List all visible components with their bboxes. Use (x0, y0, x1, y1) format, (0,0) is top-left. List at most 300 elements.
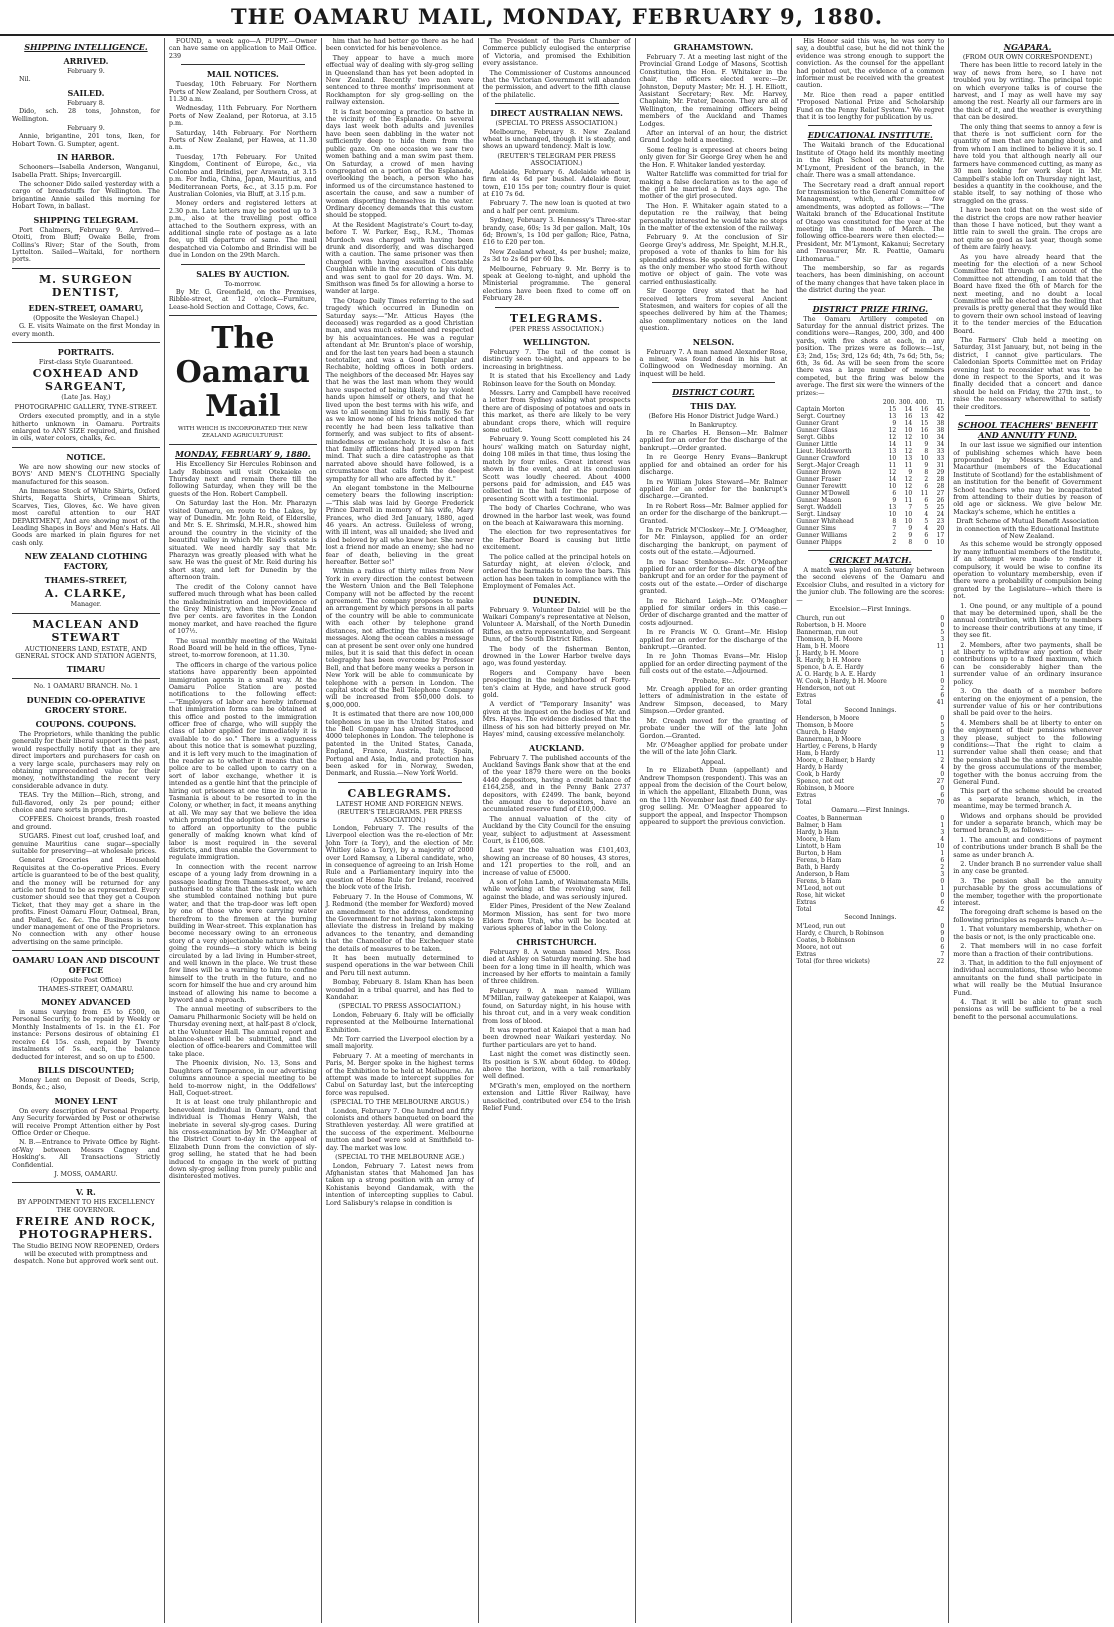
masthead-title: THE OAMARU MAIL, MONDAY, FEBRUARY 9, 1880. (230, 4, 883, 29)
table-row (796, 792, 944, 799)
runs: 1 (940, 885, 945, 893)
batsman: Burton, b Ham (796, 850, 842, 858)
batsman: Moore, not out (796, 943, 842, 951)
score-value: 16 (904, 413, 913, 421)
score-value: 14 (904, 406, 913, 414)
batsman: Hartley, c Ferens, b Hardy (796, 742, 877, 750)
editorial-8: The Phoenix division, No. 13, Sons and Daughters of Temperance, in our advertising columns announce a special meeting to be held to-morrow night, in the Oddfellows' Hall, Coquet-street. (168, 1059, 317, 1097)
shooter-name: Gunner Sims (796, 525, 836, 533)
batsman: Henderson, b Moore (796, 714, 860, 722)
score-value: 10 (936, 539, 945, 547)
score-value: 9 (924, 462, 929, 470)
bankruptcy-heading: In Bankruptcy. (689, 420, 738, 429)
christchurch-1: February 8. A woman named Mrs. Ross died at Ashley on Saturday morning. She had been for a long time in ill health, which was increased by her efforts to maintain a family of three children. (482, 947, 631, 986)
arrived-nil: Nil. (19, 75, 31, 84)
ngapara-4: As you have already heard that the meeting for the election of a new School Committee fell through on account of the Committee not attending, I am told that the Board have fixed the 6th of March for the next meeting, and no doubt a local Committee will be elected as the feeling that prevails is pretty general that they would like to govern their own school instead of leaving it to the tender mercies of the Education Board. (953, 252, 1102, 335)
score-value: 13 (920, 413, 929, 421)
score-value: 4 (924, 525, 929, 533)
batsman: Cook, b Hardy (796, 770, 841, 778)
dunedin-4: A verdict of "Temporary Insanity" was given at the inquest on the bodies of Mr. and Mrs. Hayes. The evidence disclosed that the illness of his son had bitterly preyed on Mr. Hayes' mind, causing excessive melancholy. (482, 700, 631, 739)
grahamstown-6: February 9. At the conclusion of Sir George Grey's address, Mr. Speight, M.H.R., proposed a vote of thanks to him for his splendid address. He spoke of Sir Geo. Grey as the only member who stood forth without motive or object of gain. The vote was carried enthusiastically. (639, 233, 788, 286)
column-1 (8, 38, 165, 1623)
table-row (796, 406, 944, 413)
batsman: Extras (796, 899, 817, 907)
telegram-text: Port Chalmers, February 9. Arrived—Otoiti, from Bluff; Owake Belle, from Collins's River; Star of the South, from Lyttelton. Sailed—Waitaki, for northern ports. (12, 225, 160, 264)
batsman: Coates, b Robinson (796, 936, 856, 944)
table-row (796, 420, 944, 427)
nelson-heading: NELSON. (692, 336, 735, 347)
mail-text-5: Money orders and registered letters at 2.30 p.m. Late letters may be posted up to 3 p.m., also at the travelling post office attached to the Southern express, with an additional single rate of postage as a late fee, up till departure of same. The mail despatched via Colombo and Brindisi will be due in London on the 29th March. (168, 199, 317, 260)
score-value: 12 (904, 483, 913, 491)
table-row (796, 455, 944, 462)
school-9: 1. The amount and conditions of payment of contributions under branch B shall be the same as under branch A. (953, 835, 1102, 859)
batsman: Ferens, b Ham (796, 857, 842, 865)
table-row (796, 622, 944, 629)
score-value: 28 (936, 476, 945, 484)
score-value: 8 (892, 518, 897, 526)
column-5 (636, 38, 793, 1623)
portraits-heading: PORTRAITS. (57, 346, 115, 357)
divider (12, 678, 160, 679)
mail-text-1: Tuesday, 10th February. For Northern Ports of New Zealand, per Southern Cross, at 11.30 a.m. (168, 80, 317, 104)
australian-news-heading: DIRECT AUSTRALIAN NEWS. (490, 108, 623, 119)
australian-4: Sydney, February 3. Hennessy's Three-star brandy, case, 60s; 1s 3d per gallon. Malt, 10s 6d; Brown's, 1s 10d per gallon; Rice, Patna, £16 to £20 per ton. (482, 216, 631, 247)
paper-logo-sub: WITH WHICH IS INCORPORATED THE NEW ZEALAND AGRICULTURIST. (177, 426, 308, 440)
edition-date: MONDAY, FEBRUARY 9, 1880. (175, 449, 311, 460)
editorial-5: The officers in charge of the various police stations have apparently been appointed immigration agents in a small way. At the Oamaru Police Station are posted notifications to the following effect:—"Employers of labor are hereby informed that immigration forms can be obtained at this office and posted to the immigration officer free of charge, who will supply the class of labor applied for immediately it is available to do so." There is a vagueness about this notice that is somewhat puzzling, and it is left very much to the imagination of the reader as to whether it means that the police are to be called upon to carry on a sort of labor exchange, whether it is intended as a gentle hint that the principle of hiring out prisoners at one time in vogue in Tasmania is about to be resorted to in the Colony, or whether, in fact, it means anything at all. We may say that we believe the idea which prompted the adoption of the course is to afford an opportunity to the public generally of making known what kind of labor is most required in the several districts, and thus enable the Government to regulate immigration. (168, 660, 317, 862)
shooter-name: Gunner Fraser (796, 476, 842, 484)
score-value: 11 (904, 497, 913, 505)
divider (12, 1182, 160, 1183)
score-value: 9 (908, 532, 913, 540)
batsman: Bannerman, run out (796, 628, 858, 636)
runs: 4 (940, 763, 945, 771)
divider (181, 264, 305, 265)
score-value: 11 (888, 462, 897, 470)
table-row (796, 829, 944, 836)
australian-5: New Zealand wheat, 4s per bushel; maize, 2s 3d to 2s 6d per 60 lbs. (482, 247, 631, 264)
table-row (796, 843, 944, 850)
table-row (796, 664, 944, 671)
shooter-name: Gunner Phipps (796, 539, 842, 547)
divider (12, 447, 160, 448)
table-row (796, 951, 944, 958)
batsman: Bannerman, b Moore (796, 735, 861, 743)
divider (169, 315, 317, 316)
education-2: The Secretary read a draft annual report for transmission to the General Committee of Management, which, after a few amendments, was adopted as follows:—"The Waitaki branch of the Educational Institute of Otago was constituted for the year at the meeting in the month of March. The following office-bearers were then elected:—President, Mr. M'Lymont, Kakanui; Secretary and Treasurer, Mr. R. Peattie, Oamaru Lithomarua." (796, 180, 945, 263)
school-7: This part of the scheme should be created as a separate branch, which, in the meantime, may be termed branch A. (953, 787, 1102, 811)
score-value: 8 (908, 539, 913, 547)
divider (808, 299, 932, 300)
score-value: 12 (904, 448, 913, 456)
table-row (796, 441, 944, 448)
christchurch-5: M'Grath's men, employed on the northern extension and Little River Railway, have unsolicited, contributed over £54 to the Irish Relief Fund. (482, 1081, 631, 1112)
runs: 6 (940, 663, 945, 671)
wellington-4: February 9. Young Scott completed his 24 hours' walking match on Saturday night, doing 108 miles in that time, thus losing the match by four miles. Great interest was shown in the event, and at its conclusion Scott was loudly cheered. About 4000 persons paid for admission, and £45 was collected in the hall for the purpose of presenting Scott with a testimonial. (482, 435, 631, 503)
coxhead-sub: (Late Jas. Hay,) (61, 393, 111, 402)
runs: 0 (940, 656, 945, 664)
found-notice: FOUND, a week ago—A PUPPY.—Owner can have same on application to Mail Office. 239 (168, 38, 317, 60)
runs: 27 (936, 777, 945, 785)
school-1: In our last issue we signified our intention of publishing schemes which have been propounded by Messrs. Mackay and Macarthur (members of the Educational Institute of Scotland) for the establishment of an institution for the benefit of Government School teachers who may be incapacitated from attending to their duties by reason of old age or sickness. We give below Mr. Mackay's scheme, which he entitles a (953, 441, 1102, 516)
wellington-5: The body of Charles Cochrane, who was drowned in the harbor last week, was found on the beach at Kaiwarawara this morning. (482, 504, 631, 527)
coop-heading: DUNEDIN CO-OPERATIVE GROCERY STORE. (26, 694, 146, 715)
runs: 0 (940, 714, 945, 722)
table-row (796, 539, 944, 546)
table-row (796, 636, 944, 643)
batsman: Thomson, b Moore (796, 721, 854, 729)
total-label: Total (796, 906, 812, 914)
batsman: Robinson, b Moore (796, 784, 855, 792)
batsman: R. Hardy, b H. Moore (796, 656, 862, 664)
table-row (796, 757, 944, 764)
runs: 0 (940, 892, 945, 900)
oamaru-second-heading: Second Innings. (844, 913, 897, 922)
table-row (796, 778, 944, 785)
table-row (796, 729, 944, 736)
vr-mark: V. R. (76, 1187, 96, 1198)
batsman: Church, run out (796, 614, 845, 622)
runs: 0 (940, 728, 945, 736)
table-row (796, 427, 944, 434)
auckland-2: The annual valuation of the city of Auckland by the City Council for the ensuing year, subject to adjustment at Assessment Court, is £106,608. (482, 814, 631, 845)
runs: 0 (940, 815, 945, 823)
dunedin-heading: DUNEDIN. (532, 594, 581, 605)
table-row (796, 525, 944, 532)
runs: 6 (940, 791, 945, 799)
auction-text: By Mr. G. Greenfield, on the Premises, Ribble-street, at 12 o'clock—Furniture, Lease-hold Section and Cottage, Cows, &c. (168, 287, 317, 311)
runs: 0 (940, 677, 945, 685)
score-header-cell (796, 399, 880, 406)
score-value: 0 (924, 539, 929, 547)
batsman: Robertson, b H. Moore (796, 621, 867, 629)
batsman: Moore, c Balmer, b Hardy (796, 756, 876, 764)
total-runs: 42 (936, 906, 945, 914)
school-draft-title: Draft Scheme of Mutual Benefit Association in connection with the Educational Institute of New Zealand. (956, 517, 1100, 540)
dunedin-2: The body of the fisherman Benton, drowned in the Lower Harbor twelve days ago, was found yesterday. (482, 644, 631, 668)
divider (965, 415, 1090, 416)
table-row (796, 643, 944, 650)
grahamstown-4: Walter Ratcliffe was committed for trial for making a false declaration as to the age of the girl he married a few days ago. The mother of the girl prosecuted. (639, 170, 788, 201)
auckland-heading: AUCKLAND. (529, 742, 585, 753)
score-value: 2 (924, 476, 929, 484)
shooter-name: Gunner Grant (796, 420, 839, 428)
score-value: 7 (908, 504, 913, 512)
runs: 3 (940, 735, 945, 743)
score-value: 8 (924, 448, 929, 456)
excelsior-heading: Excelsior.—First Innings. (829, 605, 911, 614)
loan-heading: OAMARU LOAN AND DISCOUNT OFFICE (12, 955, 160, 976)
cricket-heading: CRICKET MATCH. (829, 555, 912, 566)
sailed-text-2: Annie, brigantine, 201 tons, Iken, for Hobart Town. G. Sumpter, agent. (12, 132, 160, 148)
score-value: 17 (936, 532, 945, 540)
educational-institute-heading: EDUCATIONAL INSTITUTE. (807, 130, 933, 141)
score-value: 11 (920, 490, 929, 498)
sailed-text-1: Dido, sch. 28 tons, Johnston, for Wellington. (12, 107, 160, 123)
batsman: M'Leod, not out (796, 885, 845, 893)
arrived-heading: ARRIVED. (63, 56, 109, 66)
article-1: him that he had better go there as he had been convicted for his benevolence. (325, 38, 474, 53)
article-4: At the Resident Magistrate's Court to-day, before T. W. Parker, Esq., R.M., Thomas Murdoch was charged with having been drunk and disorderly, and was discharged with a caution. The same prisoner was then charged with having assaulted Constable Coughlan while in the execution of his duty, and was sent to gaol for 20 days. Wm. M. Smithson was fined 5s for allowing a horse to wander at large. (325, 220, 474, 296)
paper-logo: The Oamaru Mail (175, 321, 310, 425)
batsman: M'Leod, run out (796, 922, 846, 930)
table-row (796, 822, 944, 829)
shooter-name: Gunner Whitehead (796, 518, 854, 526)
total-row (796, 958, 944, 965)
score-value: 5 (924, 504, 929, 512)
table-row (796, 685, 944, 692)
court-2: In re George Henry Evans—Bankrupt applied for and obtained an order for his discharge. (639, 453, 788, 477)
runs: 10 (936, 843, 945, 851)
wellington-2: It is stated that his Excellency and Lady Robinson leave for the South on Monday. (482, 372, 631, 388)
school-11: 3. The pension shall be the annuity purchasable by the gross accumulations of the member, together with the proportionate interest. (953, 876, 1102, 908)
probate-3: Mr. O'Meagher applied for probate under the will of the late John Clark. (639, 740, 788, 757)
score-value: 9 (924, 441, 929, 449)
cable-1: London, February 7. The results of the Liverpool election was the re-election of Mr. John Torr (a Tory), and the election of Mr. Whitley (also a Tory), by a majority of 2000 over Lord Ramsay, a Liberal candidate, who, in consequence of agreeing to an Irish Home Rule and a Parliamentary inquiry into the question of Home Rule for Ireland, received the block vote of the Irish. (325, 824, 474, 892)
runs: 0 (940, 784, 945, 792)
table-row (796, 511, 944, 518)
runs: 9 (940, 742, 945, 750)
christchurch-3: It was reported at Kaiapoi that a man had been drowned near Waikari yesterday. No further particulars are yet to hand. (482, 1025, 631, 1049)
score-value: 38 (936, 420, 945, 428)
shooter-name: Gunner Mason (796, 497, 842, 505)
nelson-text: February 7. A man named Alexander Rose, a miner, was found dead in his hut at Collingwood on Wednesday morning. An inquest will be held. (639, 347, 788, 378)
table-row (796, 764, 944, 771)
table-row (796, 692, 944, 699)
shooter-name: Gunner Little (796, 441, 838, 449)
notice-text: We are now showing our new stocks of BOYS' AND MEN'S CLOTHING Specially manufactured for this season. (12, 462, 160, 486)
batsman: Ham, b H. Moore (796, 642, 850, 650)
table-row (796, 750, 944, 757)
ngapara-2: The only thing that seems to annoy a few is that there is not sufficient corn for the quantity of men that are hanging about, and from whom I am inclined to believe it is so. I have told you that although nearly all our farmers have commenced cutting, as many as 30 men looking for work slept in Mr. Campbell's stable loft on Thursday night last, besides a quantity in the cookhouse, and the stable itself, to say nothing of those who straggled on the grass. (953, 122, 1102, 205)
coxhead-text: PHOTOGRAPHIC GALLERY, TYNE-STREET. (14, 402, 158, 411)
maclean-heading: MACLEAN AND STEWART (32, 617, 140, 644)
christchurch-4: Last night the comet was distinctly seen. Its position is S.W. about 60deg. to 40deg. above the horizon, with a tail remarkably well defined. (482, 1050, 631, 1081)
table-row (796, 736, 944, 743)
score-value: 13 (888, 504, 897, 512)
batsman: Rose, hit wicket (796, 892, 846, 900)
mail-text-2: Wednesday, 11th February. For Northern Ports of New Zealand, per Rotorua, at 3.15 p.m. (168, 104, 317, 128)
table-row (796, 671, 944, 678)
coxhead-paragraph: Orders executed promptly, and in a style hitherto unknown in Oamaru. Portraits enlarged to ANY SIZE required, and finished in oils, water colors, chalks, &c. (12, 412, 160, 443)
runs: 1 (940, 822, 945, 830)
school-15: 3. That, in addition to the full enjoyment of individual accumulations, those who become annuitants on the fund shall participate in what will really be the Mutual Insurance Fund. (953, 958, 1102, 997)
batsman: Hardy, b Ham (796, 829, 839, 837)
score-value: 34 (936, 441, 945, 449)
table-row (796, 504, 944, 511)
score-value: 12 (888, 434, 897, 442)
score-value: 6 (924, 483, 929, 491)
wellington-heading: WELLINGTON. (523, 337, 590, 347)
article-2: They appear to have a much more effectual way of dealing with sly-grog selling in Queensland than has yet been adopted in New Zealand. Recently two men were sentenced to three months' imprisonment at Rockhampton for sly grog-selling on the railway extension. (325, 53, 474, 107)
score-value: 6 (924, 497, 929, 505)
money-advanced-text: in sums varying from £5 to £500, on Personal Security, to be repaid by Weekly or Monthly Instalments of 1s. in the £1. For instance: Persons desirous of obtaining £1 receive £4 15s. cash, repaid by Twenty instalments of 5s. each, the balance deducted for interest, and so on up to £500. (12, 1008, 160, 1061)
cablegrams-source-2: (SPECIAL TO PRESS ASSOCIATION.) (338, 1002, 461, 1011)
score-value: 25 (936, 504, 945, 512)
grahamstown-7: Sir George Grey stated that he had received letters from several Ancient Statesmen, and waiters for copies of all the speeches delivered by him at the Thames; also complimentary notices on the land question. (639, 287, 788, 333)
article-1: His Honor said this was, he was sorry to say, a doubtful case, but he did not think the evidence was strong enough to support the conviction. As the counsel for the appellant had pointed out, the evidence of a common informer must be received with the greatest caution. (796, 38, 945, 90)
court-1: In re Charles H. Benson—Mr. Balmer applied for an order for the discharge of the bankrupt.—Order granted. (639, 429, 788, 452)
score-value: 26 (936, 497, 945, 505)
shooter-name: Lieut. Holdsworth (796, 448, 852, 456)
total-row (796, 906, 944, 913)
school-teachers-heading: SCHOOL TEACHERS' BENEFIT AND ANNUITY FUND. (957, 420, 1098, 441)
total-row (796, 699, 944, 706)
batsman: Coates, b Bannerman (796, 815, 863, 823)
table-row (796, 944, 944, 951)
notice-heading: NOTICE. (66, 451, 106, 462)
grahamstown-2: After an interval of an hour, the district Grand Lodge held a meeting. (639, 129, 788, 145)
table-row (796, 476, 944, 483)
score-value: 31 (936, 462, 945, 470)
score-value: 24 (936, 511, 945, 519)
grahamstown-5: The Hon. F. Whitaker again stated to a deputation re the railway, that being personally interested he would take no steps in the matter of the extension of the railway. (639, 201, 788, 232)
score-value: 10 (904, 511, 913, 519)
school-12: The foregoing draft scheme is based on the following principles as regards branch A:— (953, 908, 1102, 924)
column-6 (792, 38, 949, 1623)
article-3: It is fast becoming a practice to bathe in the vicinity of the Esplanade. On several days last week both adults and juveniles have been seen dabbling in the water not sufficiently deep to hide them from the public gaze. On one occasion we saw two women bathing and a man swim past them. On Saturday, a crowd of men having congregated on a portion of the Esplanade, overlooking the beach, a person who has informed us of the circumstance hastened to ascertain the cause, and saw a number of women disporting themselves in the water. Ordinary decency demands that this custom should be stopped. (325, 107, 474, 220)
dentist-text: G. E. visits Waimate on the first Monday in every month. (12, 322, 160, 338)
wellington-7: The police called at the principal hotels on Saturday night, at eleven o'clock, and ordered the barmaids to leave the bars. This action has been taken in compliance with the Employment of Females Act. (482, 552, 631, 591)
grahamstown-1: February 7. At a meeting last night of the Provincial Grand Lodge of Masons, Scottish Constitution, the Hon. F. Whitaker in the chair, the officers elected were:—Dr. Johnston, Deputy Master; Mr. H. J. H. Elliott, Assistant Secretary; Rev. Mr. Harvey, Chaplain; Mr. Frater, Deacon. They are all of Wellington, the remaining officers being members of the Auckland and Thames Lodges. (639, 53, 788, 128)
australian-3: February 7. The new loan is quoted at two and a half per cent. premium. (482, 199, 631, 215)
ngapara-3: I have been told that on the west side of the district the crops are now rather heavier than those I have noticed, but they want a little rain to swell the grain. The crops are not quite so good as last year, though some of them are fairly heavy. (953, 206, 1102, 252)
batsman: Balmer, b Ham (796, 822, 842, 830)
district-court-heading: DISTRICT COURT. (672, 387, 755, 398)
divider (12, 950, 160, 951)
maclean-town: TIMARU (66, 664, 106, 675)
probate-heading: Probate, Etc. (692, 676, 735, 685)
table-row (796, 878, 944, 885)
prize-firing-heading: DISTRICT PRIZE FIRING. (812, 303, 929, 314)
score-value: 2 (892, 539, 897, 547)
score-value: 6 (892, 490, 897, 498)
divider (169, 444, 317, 445)
auckland-4: A son of John Lamb, of Waimatemata Mills, while working at the revolving saw, fell against the blade, and was seriously injured. (482, 878, 631, 901)
table-row (796, 629, 944, 636)
table-row (796, 448, 944, 455)
score-header-cell: 300. (898, 399, 913, 407)
auction-heading: SALES BY AUCTION. (196, 268, 290, 279)
cable-4: Bombay, February 8. Islam Khan has been wounded in a tribal quarrel, and has fled to Kandahar. (325, 978, 474, 1001)
batsman: Extras (796, 691, 817, 699)
cablegrams-source-4: (SPECIAL TO THE MELBOURNE AGE.) (335, 1153, 465, 1162)
telegrams-heading: TELEGRAMS. (509, 311, 604, 325)
batsman: Moore, b Ham (796, 836, 841, 844)
score-value: 5 (924, 518, 929, 526)
shooter-name: Gunner Williams (796, 532, 848, 540)
shooter-name: Gunner Crawford (796, 455, 850, 463)
dunedin-1: February 9. Volunteer Dalziel will be the Waikari Company's representative at Nelson, Volunteer A. Marshall, of the North Dunedin Rifles, an extra representative, and Sergeant Dunn, of the South District Rifles. (482, 605, 631, 644)
probate-2: Mr. Creagh moved for the granting of probate under the will of the late John Gordon.—Granted. (639, 716, 788, 740)
ngapara-1: There has been little to record lately in the way of news from here, so I have not troubled you by writing. The principal topic on which everyone talks is of course the harvest, and I may as well have my say among the rest. Nearly all our farmers are in the thick of it, and the weather is everything that can be desired. (953, 61, 1102, 122)
article-7: Within a radius of thirty miles from New York in every direction the contest between the Western Union and the Bell Telephone Company will not be affected by the recent agreement. The company proposes to make an arrangement by which persons in all parts of the country will be able to communicate with each other by telephone grand distances, not affecting the transmission of messages. Along the ocean cables a message can at present be sent over only one hundred miles, but it is said that this defect in ocean telegraphy has been overcome by Professor Bell, and that before many weeks a person in New York will be able to communicate by telephone with a person in London. The capital stock of the Bell Telephone Company will be increased from $50,000 dols. to $,000,000. (325, 567, 474, 709)
runs: 0 (940, 614, 945, 622)
columns (8, 38, 1106, 1623)
australian-news-source-2: (REUTER'S TELEGRAM PER PRESS ASSOCIATION.) (497, 151, 616, 168)
batsman: Ferens, b Ham (796, 878, 842, 886)
dunedin-3: Rogers and Company have been prospecting in the neighborhood of Forty-ten's claim at Hyde, and have struck good gold. (482, 668, 631, 700)
dentist-address: EDEN-STREET, OAMARU, (28, 302, 144, 313)
score-value: 10 (904, 518, 913, 526)
table-row (796, 892, 944, 899)
cablegrams-sub: LATEST HOME AND FOREIGN NEWS. (336, 799, 464, 808)
school-16: 4. That it will be able to grant such pensions as will be sufficient to be a real benefit to the personal accumulations. (953, 997, 1102, 1021)
court-7: In re Richard Leigh—Mr. O'Meagher applied for similar orders in this case.—Order of discharge granted and the matter of costs adjourned. (639, 596, 788, 627)
score-value: 16 (920, 427, 929, 435)
auckland-5: Elder Pines, President of the New Zealand Mormon Mission, has sent for two more Elders from Utah, who will be located at various spheres of labor in the Colony. (482, 902, 631, 933)
runs: 2 (940, 864, 945, 872)
score-table (796, 399, 944, 546)
score-value: 14 (888, 476, 897, 484)
table-row (796, 490, 944, 497)
table-row (796, 885, 944, 892)
article-8: It is estimated that there are now 100,000 telephones in use in the United States, and the Bell Company has already introduced 4000 telephones in London. The telephone is patented in the United States, Canada, England, France, Austria, Italy, Spain, Portugal and Asia, India, and protection has been asked for in Norway, Sweden, Denmark, and Russia.—New York World. (325, 710, 474, 778)
score-value: 27 (936, 490, 945, 498)
school-6: 4. Members shall be at liberty to enter on the enjoyment of their pensions whenever they please, subject to the following conditions:—That the right to claim a surrender value shall then cease; and that the pension shall be the annuity purchasable by the gross accumulations of the member, together with the bonus accruing from the General Fund. (953, 718, 1102, 786)
maclean-text: AUCTIONEERS LAND, ESTATE, AND GENERAL STOCK AND STATION AGENTS, (15, 644, 157, 661)
total-runs: 22 (936, 957, 945, 965)
editorial-1: His Excellency Sir Hercules Robinson and Lady Robinson will visit Otekaieke on Thursday next and remain there till the following Saturday, when they will be the guests of the Hon. Robert Campbell. (168, 460, 317, 498)
excelsior-table (796, 615, 944, 706)
batsman: Bath, b Hardy (796, 864, 840, 872)
score-value: 20 (936, 525, 945, 533)
court-8: In re Francis W. O. Grant—Mr. Hislop applied for an order for the discharge of the bankrupt.—Granted. (639, 628, 788, 652)
score-header-cell: Tl. (936, 399, 945, 407)
cablegrams-source: (REUTER'S TELEGRAMS. PER PRESS ASSOCIATION.) (337, 808, 462, 824)
probate-1: Mr. Creagh applied for an order granting letters of administration in the estate of Andrew Simpson, deceased, to Mary Simpson.—Order granted. (639, 685, 788, 716)
divider (808, 550, 932, 551)
total-label: Total (796, 698, 812, 706)
batsman: Spence, not out (796, 777, 845, 785)
ngapara-source: (FROM OUR OWN CORRESPONDENT.) (962, 53, 1093, 61)
runs: 3 (940, 829, 945, 837)
table-row (796, 483, 944, 490)
score-value: 28 (936, 483, 945, 491)
school-8: Widows and orphans should be provided for under a separate branch, which may be termed branch B, as follows:— (953, 811, 1102, 835)
coxhead-heading: COXHEAD AND SARGEANT, (32, 367, 140, 394)
score-value: 7 (892, 525, 897, 533)
grahamstown-3: Some feeling is expressed at cheers being only given for Sir George Grey when he and the Hon. F. Whitaker landed yesterday. (639, 145, 788, 169)
table-row (796, 743, 944, 750)
total-runs: 41 (936, 698, 945, 706)
score-value: 33 (936, 448, 945, 456)
shooter-name: Sergt. Courtney (796, 413, 846, 421)
prize-firing-text: The Oamaru Artillery competed on Saturday for the annual district prizes. The conditions were—Ranges, 200, 300, and 400 yards, with five shots at each, in any position. The prizes were as follows:—1st, £3; 2nd, 15s; 3rd, 12s 6d; 4th, 7s 6d; 5th, 5s; 6th, 3s 6d. As will be seen from the score there was a large number of members competed, but the firing was below the average. The first six were the winners of the prizes:— (796, 314, 945, 397)
score-value: 2 (892, 532, 897, 540)
court-5: In re Patrick M'Closkey—Mr. J. O'Meagher, for Mr. Finlayson, applied for an order discharging the bankrupt, on payment of costs out of the estate.—Adjourned. (639, 525, 788, 557)
batsman: A. O. Hardy, b A. E. Hardy (796, 670, 876, 678)
masthead (0, 0, 1114, 36)
editorial-6: In connection with the recent narrow escape of a young lady from drowning in a passage leading from Thames-street, we are authorised to state that the task into which she stumbled contained nothing but pure water, and that the trap-door was left open by one of those who were carrying water therefrom to the firemen at the burning building in Wear-street. This explanation has become necessary owing to an erroneous story of a very objectionable nature which is going the rounds—a story which is being circulated by a lad living in Humber-street, and well known in the place. We trust these few lines will be a warning to him to confine himself to the truth in the future, and no scorn for himself the hue and cry around him instead of allowing his name to become a byword and a reproach. (168, 862, 317, 1005)
appeal-heading: Appeal. (701, 757, 726, 766)
harbor-heading: IN HARBOR. (57, 152, 115, 163)
bills-text: Money Lent on Deposit of Deeds, Scrip, Bonds, &c.; also, (12, 1075, 160, 1092)
harbor-text: Schooners—Isabella Anderson, Wanganui, Isabella Pratt. Ships; Invercargill. (12, 163, 160, 179)
ngapara-heading: NGAPARA. (1003, 42, 1052, 52)
score-value: 15 (888, 406, 897, 414)
runs: 1 (940, 649, 945, 657)
article-5: The Otago Daily Times referring to the sad tragedy which occurred in Dunedin on Saturday says:—"Mr. Atticus Hayes (the deceased) was regarded as a good Christian man, and was much esteemed and respected by his acquaintances. He was a regular attendant at Mr. Brunton's place of worship, and for the last ten years had been a staunch teetotaller, and was a Good Templar and Rechabite, holding offices in both orders. The neighbors of the deceased Mr. Hayes say that he was the last man whom they would have suspected of being likely to lay violent hands upon himself or others, and that he lived upon the best terms with his wife, and was to all seeming kind to his family. So far as we know none of his friends noticed that recently he had been less talkative than formerly, and was subject to fits of absent-mindedness or melancholy. It is also a fact that family afflictions had preyed upon his mind. That such a dire catastrophe as that narrated above should have followed, is a circumstance that calls forth the deepest sympathy for all who are affected by it." (325, 296, 474, 483)
column-4 (479, 38, 636, 1623)
shooter-name: Gunner M'Dowell (796, 490, 850, 498)
auckland-1: February 7. The published accounts of the Auckland Savings Bank show that at the end of the year 1879 there were on the books 4440 depositors, having a credit balance of £164,258, and in the Penny Bank 2737 depositors, with £2499. The bank, beyond the amount due to depositors, have an accumulated reserve fund of £10,000. (482, 753, 631, 814)
total-row (796, 799, 944, 806)
table-row (796, 650, 944, 657)
table-row (796, 815, 944, 822)
table-row (796, 850, 944, 857)
batsman: Ham, b Hardy (796, 749, 840, 757)
